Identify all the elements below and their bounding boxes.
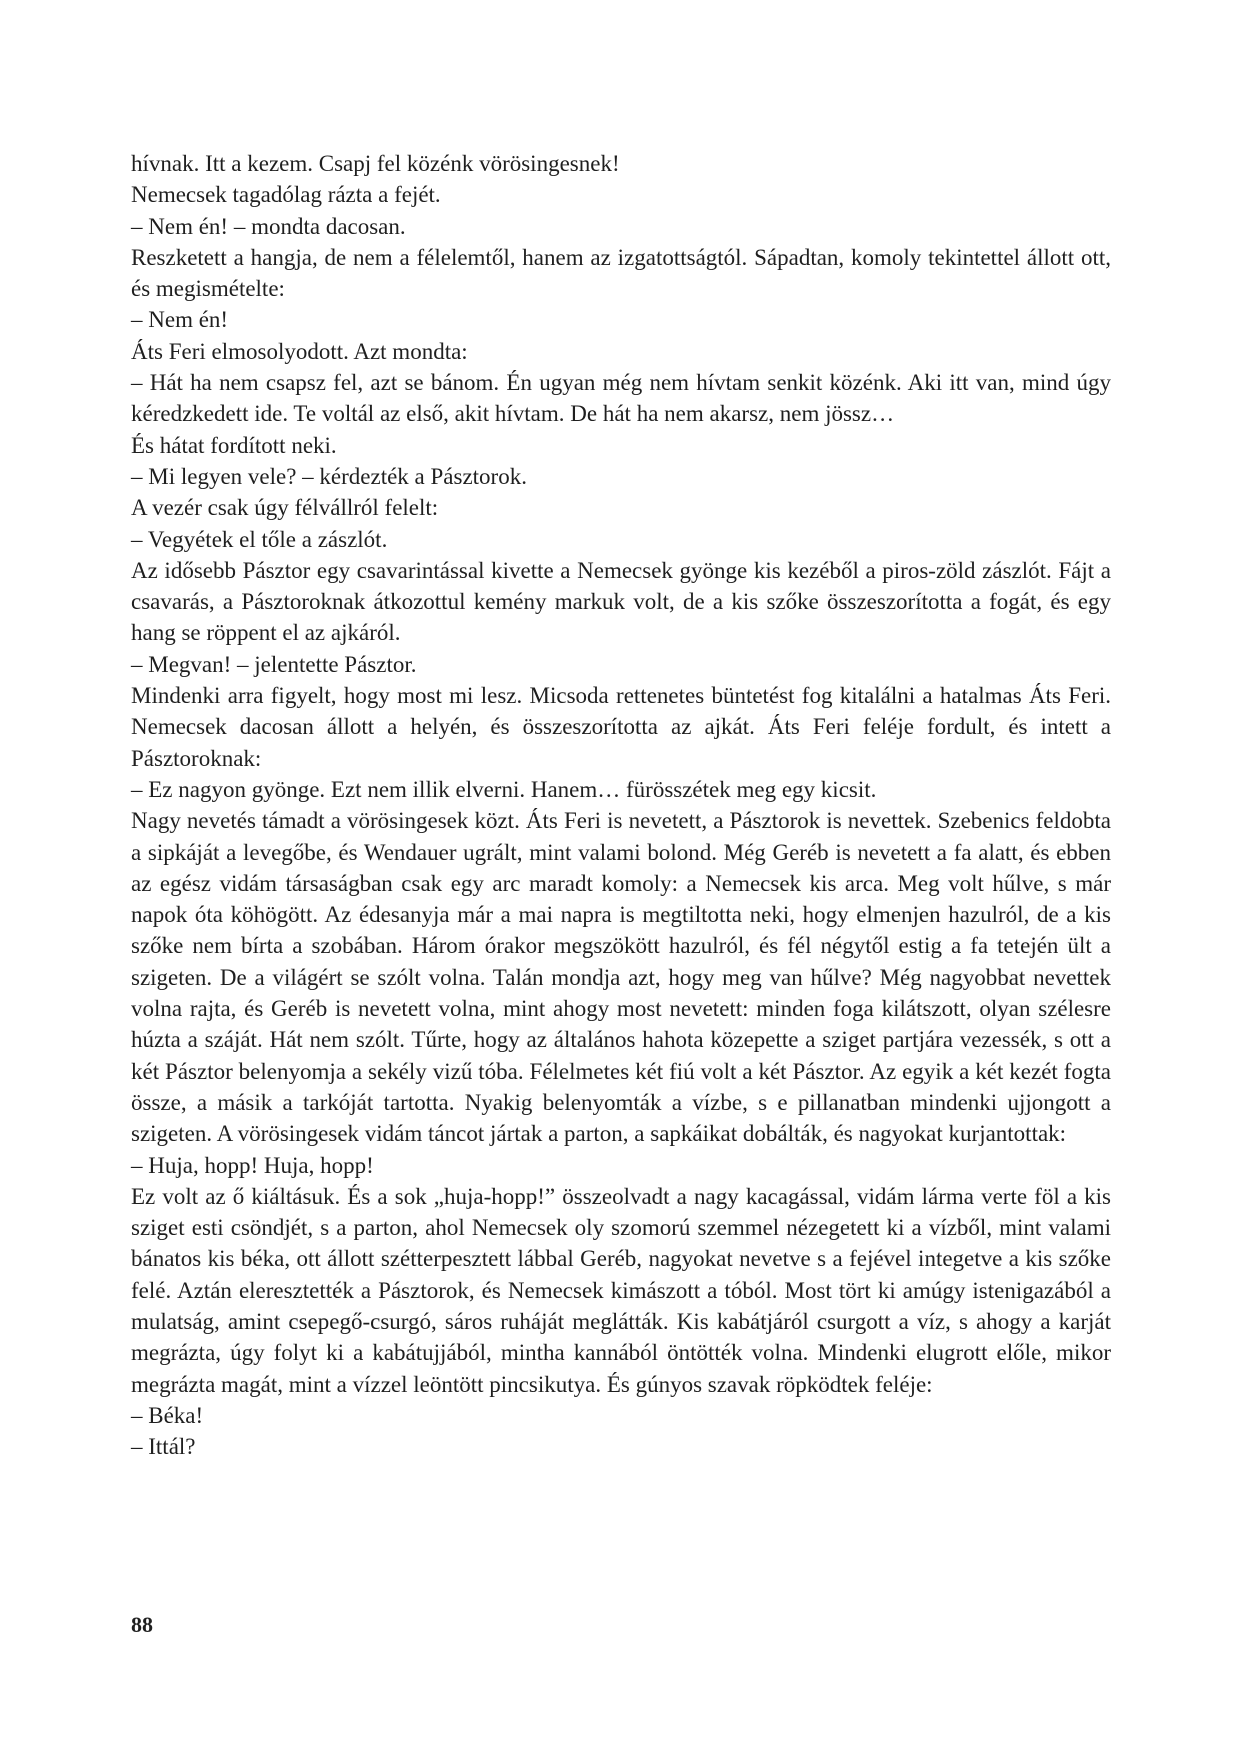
paragraph: Nagy nevetés támadt a vörösingesek közt. Áts Feri is nevetett, a Pásztorok is nevettek. Szebenics feldobta a sipkáját a levegőbe, és Wendauer ugrált, mint valami bolond. Még Geréb is nevetett a fa alatt, és ebben az egész vidám társaságban csak egy arc maradt komoly: a Nemecsek kis arca. Meg volt hűlve, s már napok óta köhögött. Az édesanyja már a mai napra is megtiltotta neki, hogy elmenjen hazulról, de a kis szőke nem bírta a szobában. Három órakor megszökött hazulról, és fél négytől estig a fa tetején ült a szigeten. De a világért se szólt volna. Talán mondja azt, hogy meg van hűlve? Még nagyobbat nevettek volna rajta, és Geréb is nevetett volna, mint ahogy most nevetett: minden foga kilátszott, olyan szélesre húzta a száját. Hát nem szólt. Tűrte, hogy az általános hahota közepette a sziget partjára vezessék, s ott a két Pásztor belenyomja a sekély vizű tóba. Félelmetes két fiú volt a két Pásztor. Az egyik a két kezét fogta össze, a másik a tarkóját tartotta. Nyakig belenyomták a vízbe, s e pillanatban mindenki ujjongott a szigeten. A vörösingesek vidám táncot jártak a parton, a sapkáikat dobálták, és nagyokat kurjantottak: [131, 808, 1111, 1147]
body-text [131, 148, 1111, 1462]
paragraph: – Huja, hopp! Huja, hopp! [131, 1152, 374, 1178]
page-number: 88 [131, 1612, 153, 1637]
paragraph: Az idősebb Pásztor egy csavarintással kivette a Nemecsek gyönge kis kezéből a piros-zöld zászlót. Fájt a csavarás, a Pásztoroknak átkozottul kemény markuk volt, de a kis szőke összeszorította a fogát, és egy hang se röppent el az ajkáról. [131, 557, 1111, 646]
paragraph: Áts Feri elmosolyodott. Azt mondta: [131, 338, 468, 364]
paragraph: És hátat fordított neki. [131, 432, 337, 458]
paragraph: – Mi legyen vele? – kérdezték a Pásztorok. [131, 463, 527, 489]
paragraph: – Ez nagyon gyönge. Ezt nem illik elverni. Hanem… fürösszétek meg egy kicsit. [131, 776, 877, 802]
paragraph: – Megvan! – jelentette Pásztor. [131, 651, 417, 677]
paragraph: – Hát ha nem csapsz fel, azt se bánom. Én ugyan még nem hívtam senkit közénk. Aki itt van, mind úgy kéredzkedett ide. Te voltál az első, akit hívtam. De hát ha nem akarsz, nem jössz… [131, 370, 1111, 427]
paragraph: – Béka! [131, 1402, 204, 1428]
paragraph: Nemecsek tagadólag rázta a fejét. [131, 182, 441, 208]
paragraph: Mindenki arra figyelt, hogy most mi lesz. Micsoda rettenetes büntetést fog kitalálni a hatalmas Áts Feri. Nemecsek dacosan állott a helyén, és összeszorította az ajkát. Áts Feri feléje fordult, és intett a Pásztoroknak: [131, 683, 1111, 771]
paragraph: Ez volt az ő kiáltásuk. És a sok „huja-hopp!” összeolvadt a nagy kacagással, vidám lárma verte föl a kis sziget esti csöndjét, s a parton, ahol Nemecsek oly szomorú szemmel nézegetett ki a vízből, mint valami bánatos kis béka, ott állott szétterpesztett lábbal Geréb, nagyokat nevetve s a fejével integetve a kis szőke felé. Aztán eleresztették a Pásztorok, és Nemecsek kimászott a tóból. Most tört ki amúgy istenigazából a mulatság, amint csepegő-csurgó, sáros ruháját meglátták. Kis kabátjáról csurgott a víz, s ahogy a karját megrázta, úgy folyt ki a kabátujjából, mintha kannából öntötték volna. Mindenki elugrott előle, mikor megrázta magát, mint a vízzel leöntött pincsikutya. És gúnyos szavak röpködtek feléje: [131, 1183, 1111, 1397]
paragraph: – Ittál? [131, 1434, 196, 1460]
paragraph: – Vegyétek el tőle a zászlót. [131, 526, 388, 552]
paragraph: A vezér csak úgy félvállról felelt: [131, 495, 439, 521]
paragraph: hívnak. Itt a kezem. Csapj fel közénk vörösingesnek! [131, 151, 620, 176]
paragraph: Reszketett a hangja, de nem a félelemtől, hanem az izgatottságtól. Sápadtan, komoly tekintettel állott ott, és megismételte: [131, 244, 1111, 302]
paragraph: – Nem én! [131, 307, 229, 333]
paragraph: – Nem én! – mondta dacosan. [131, 213, 406, 239]
